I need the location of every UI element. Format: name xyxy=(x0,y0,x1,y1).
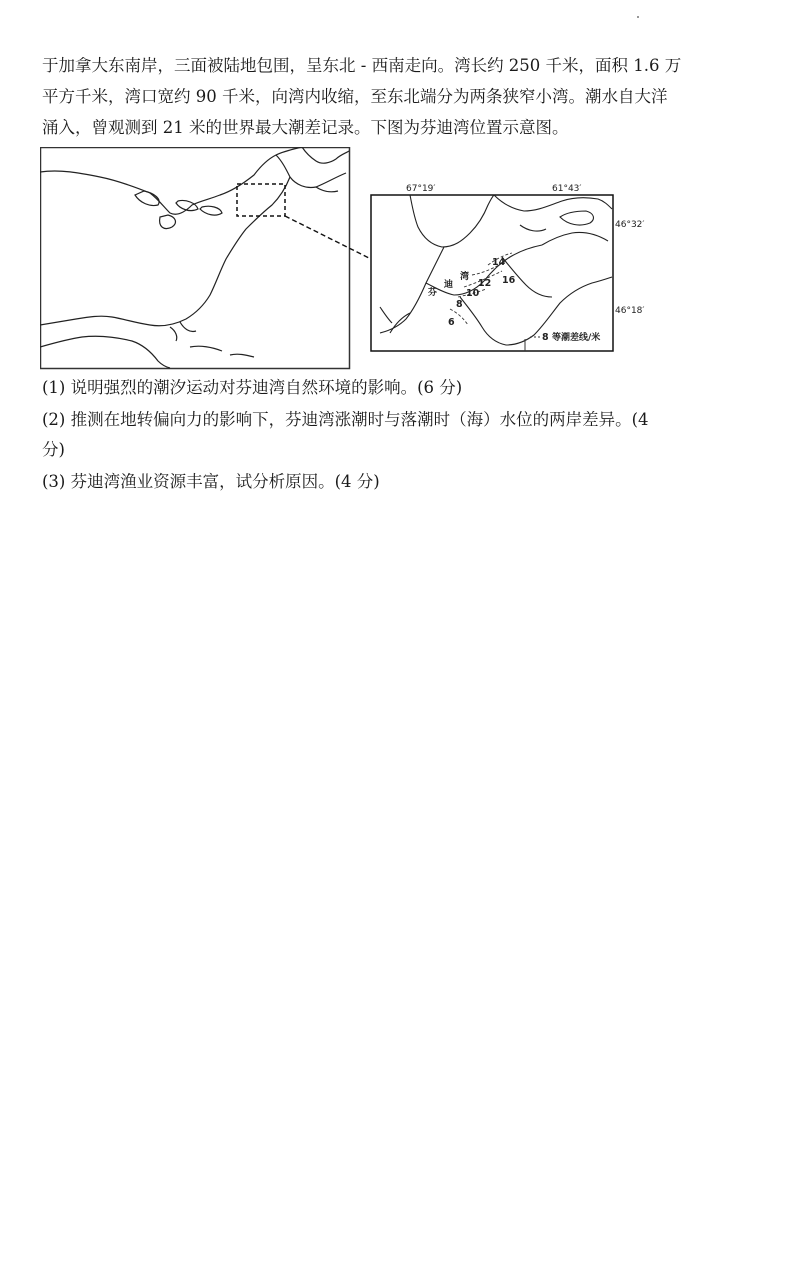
question-2 xyxy=(42,405,762,465)
question-line: (2) 推测在地转偏向力的影响下，芬迪湾涨潮时与落潮时（海）水位的两岸差异。(4 xyxy=(42,410,649,429)
question-line: (3) 芬迪湾渔业资源丰富，试分析原因。(4 分) xyxy=(42,472,380,491)
intro-line: 于加拿大东南岸，三面被陆地包围，呈东北 - 西南走向。湾长约 250 千米，面积 1.6 万 xyxy=(42,56,682,75)
figure-svg xyxy=(40,147,650,371)
detail-map-frame xyxy=(371,195,613,351)
isoline-label: 16 xyxy=(502,275,516,286)
question-1 xyxy=(42,373,762,403)
question-line: 分) xyxy=(42,440,65,459)
intro-line: 涌入，曾观测到 21 米的世界最大潮差记录。下图为芬迪湾位置示意图。 xyxy=(42,118,569,137)
isoline-label: 14 xyxy=(492,257,506,268)
legend-value: 8 xyxy=(542,332,549,343)
question-3 xyxy=(42,467,762,497)
bay-name-char: 湾 xyxy=(460,272,470,282)
overview-map-frame xyxy=(41,148,350,369)
intro-line: 平方千米，湾口宽约 90 千米，向湾内收缩，至东北端分为两条狭窄小湾。潮水自大洋 xyxy=(42,87,668,106)
bay-name-char: 迪 xyxy=(444,280,454,290)
isoline-label: 12 xyxy=(478,278,492,289)
question-line: (1) 说明强烈的潮汐运动对芬迪湾自然环境的影响。(6 分) xyxy=(42,378,463,397)
lat-top-label: 46°32′ xyxy=(615,220,645,230)
lon-left-label: 67°19′ xyxy=(406,184,436,194)
lon-right-label: 61°43′ xyxy=(552,184,582,194)
isoline-label: 6 xyxy=(448,317,455,328)
bay-name-char: 芬 xyxy=(428,288,438,298)
isoline-label: 8 xyxy=(456,299,463,310)
legend-label: 等潮差线/米 xyxy=(552,333,601,343)
fundy-bay-location-figure xyxy=(40,147,650,371)
lat-bottom-label: 46°18′ xyxy=(615,306,645,316)
scan-speck xyxy=(637,16,639,18)
intro-paragraph xyxy=(42,50,762,143)
isoline-label: 10 xyxy=(466,288,480,299)
